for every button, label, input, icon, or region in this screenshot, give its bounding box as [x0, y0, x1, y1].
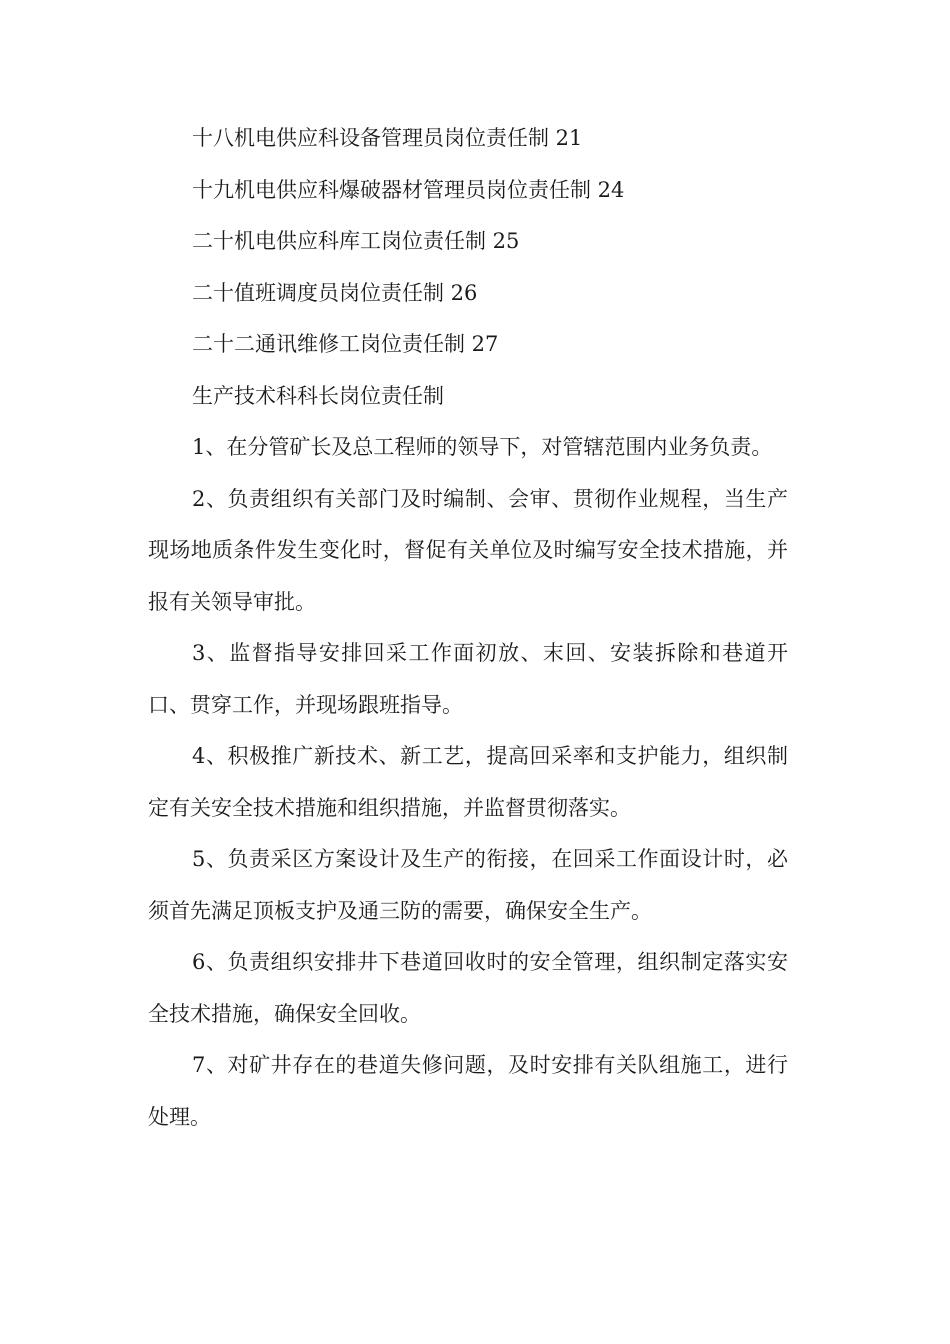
- paragraph: 7、对矿井存在的巷道失修问题，及时安排有关队组施工，进行处理。: [148, 1053, 788, 1129]
- table-of-contents: [192, 120, 812, 429]
- toc-entry: 二十机电供应科库工岗位责任制 25: [192, 229, 520, 253]
- paragraph: 1、在分管矿长及总工程师的领导下，对管辖范围内业务负责。: [192, 435, 773, 459]
- toc-entry: 十八机电供应科设备管理员岗位责任制 21: [192, 126, 583, 150]
- paragraph: 3、监督指导安排回采工作面初放、末回、安装拆除和巷道开口、贯穿工作，并现场跟班指导。: [148, 641, 788, 717]
- toc-entry: 二十值班调度员岗位责任制 26: [192, 280, 478, 305]
- paragraph: 4、积极推广新技术、新工艺，提高回采率和支护能力，组织制定有关安全技术措施和组织措施，并监督贯彻落实。: [148, 744, 788, 820]
- paragraph: 2、负责组织有关部门及时编制、会审、贯彻作业规程，当生产现场地质条件发生变化时，督促有关单位及时编写安全技术措施，并报有关领导审批。: [148, 486, 788, 614]
- toc-entry: 十九机电供应科爆破器材管理员岗位责任制 24: [192, 177, 625, 202]
- section-title: 生产技术科科长岗位责任制: [192, 383, 444, 408]
- paragraph: 6、负责组织安排井下巷道回收时的安全管理，组织制定落实安全技术措施，确保安全回收。: [148, 950, 788, 1026]
- body-text: [148, 422, 788, 1143]
- paragraph: 5、负责采区方案设计及生产的衔接，在回采工作面设计时，必须首先满足顶板支护及通三防的需要，确保安全生产。: [148, 847, 788, 923]
- toc-entry: 二十二通讯维修工岗位责任制 27: [192, 332, 499, 356]
